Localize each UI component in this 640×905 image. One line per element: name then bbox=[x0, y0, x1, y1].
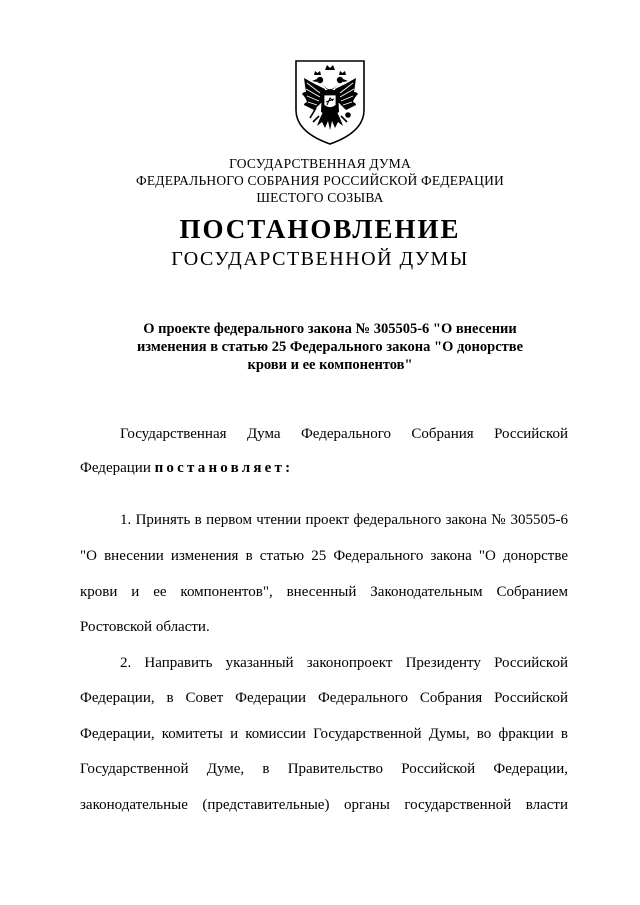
paragraph1-line1: 1. Принять в первом чтении проект федерального закона № 305505-6 bbox=[120, 512, 568, 528]
paragraph2-line1: 2. Направить указанный законопроект Президенту Российской bbox=[120, 655, 568, 671]
convocation-line: ШЕСТОГО СОЗЫВА bbox=[256, 190, 384, 205]
preamble-word: Государственная bbox=[120, 426, 227, 442]
decides-phrase: постановляет: bbox=[154, 460, 294, 476]
subject-line2: изменения в статью 25 Федерального закона "О донорстве bbox=[136, 339, 524, 355]
paragraph1-line2: "О внесении изменения в статью 25 Федерального закона "О донорстве bbox=[80, 548, 568, 564]
subject-line1: О проекте федерального закона № 305505-6 "О внесении bbox=[143, 321, 517, 337]
document-type-title: ПОСТАНОВЛЕНИЕ bbox=[179, 214, 461, 244]
preamble-federation: Федерации bbox=[80, 460, 151, 476]
org-name-line2: ФЕДЕРАЛЬНОГО СОБРАНИЯ РОССИЙСКОЙ ФЕДЕРАЦИИ bbox=[136, 173, 504, 188]
document-body bbox=[80, 426, 568, 896]
paragraph2-line4: Государственной Думе, в Правительство Российской Федерации, bbox=[80, 761, 568, 777]
paragraph2-line3: Федерации, комитеты и комиссии Государственной Думы, во фракции в bbox=[80, 726, 568, 742]
document-subject bbox=[100, 320, 560, 374]
coat-of-arms-icon bbox=[292, 58, 368, 146]
preamble-word: Российской bbox=[494, 426, 569, 442]
paragraph1-line3: крови и ее компонентов", внесенный Законодательным Собранием bbox=[80, 584, 568, 600]
document-issuer: ГОСУДАРСТВЕННОЙ ДУМЫ bbox=[171, 248, 469, 270]
subject-line3: крови и ее компонентов" bbox=[247, 357, 413, 373]
preamble-line2 bbox=[80, 460, 568, 480]
paragraph2-line5: законодательные (представительные) органы государственной власти bbox=[80, 797, 568, 813]
preamble-word: Дума bbox=[246, 426, 281, 442]
preamble-line1 bbox=[80, 426, 568, 446]
paragraph1-line4: Ростовской области. bbox=[80, 619, 210, 635]
paragraph2-line2: Федерации, в Совет Федерации Федерального Собрания Российской bbox=[80, 690, 568, 706]
org-name-line1: ГОСУДАРСТВЕННАЯ ДУМА bbox=[229, 156, 411, 171]
preamble-word: Федерального bbox=[300, 426, 391, 442]
preamble-word: Собрания bbox=[411, 426, 474, 442]
organization-heading bbox=[0, 155, 640, 206]
